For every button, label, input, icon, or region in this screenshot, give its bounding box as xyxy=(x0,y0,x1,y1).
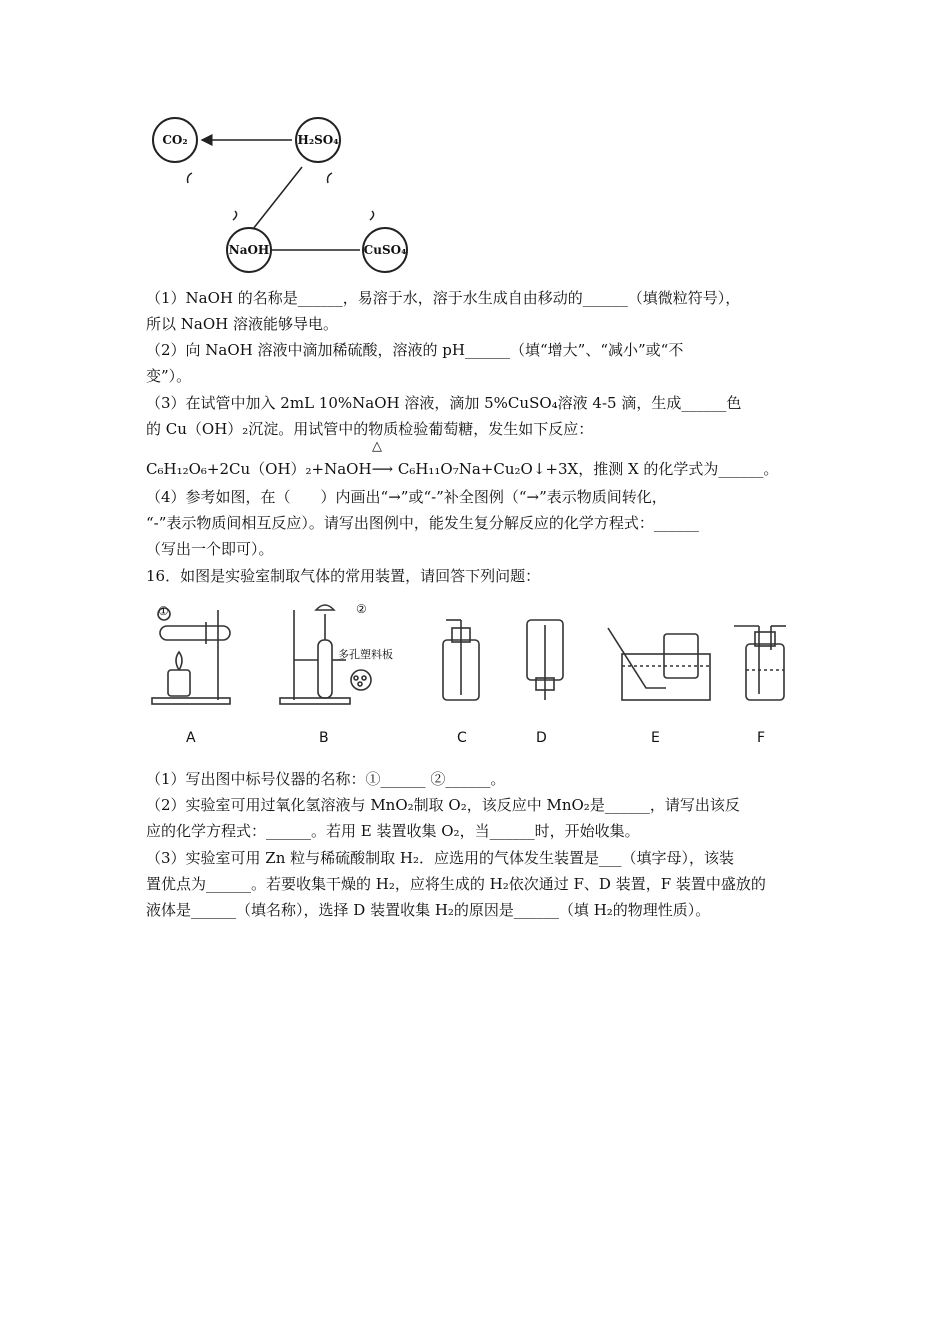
label-b: B xyxy=(319,730,329,746)
bracket-mark xyxy=(188,173,193,183)
q16-p3-line3: 液体是______（填名称），选择 D 装置收集 H₂的原因是______（填 H₂的物理性质）。 xyxy=(146,901,711,919)
q15-p1-line2: 所以 NaOH 溶液能够导电。 xyxy=(146,315,338,333)
q15-reaction-condition: △ xyxy=(372,439,382,454)
q16-p3-line1: （3）实验室可用 Zn 粒与稀硫酸制取 H₂．应选用的气体发生装置是___（填字母），该装 xyxy=(146,849,735,867)
q15-p4-line1: （4）参考如图，在（ ）内画出“→”或“-”补全图例（“→”表示物质间转化， xyxy=(146,488,667,506)
q15-p2-line2: 变”）。 xyxy=(146,367,192,385)
q15-p1-line1: （1）NaOH 的名称是______，易溶于水，溶于水生成自由移动的______（填微粒符号）， xyxy=(146,289,741,307)
label-c: C xyxy=(457,730,467,746)
marker-1: ① xyxy=(158,604,169,618)
label-f: F xyxy=(757,730,766,746)
label-e: E xyxy=(651,730,660,746)
q16-p2-line1: （2）实验室可用过氧化氢溶液与 MnO₂制取 O₂，该反应中 MnO₂是______，请写出该反 xyxy=(146,796,740,814)
line-h2so4-naoh xyxy=(253,167,302,229)
label-a: A xyxy=(186,730,196,746)
node-naoh: NaOH xyxy=(226,227,272,273)
bracket-mark xyxy=(328,173,333,183)
q15-p2-line1: （2）向 NaOH 溶液中滴加稀硫酸，溶液的 pH______（填“增大”、“减小”或“不 xyxy=(146,341,684,359)
apparatus-a xyxy=(152,608,230,704)
bracket-mark xyxy=(233,211,237,220)
apparatus-c xyxy=(443,620,479,700)
apparatus-drawings xyxy=(146,600,786,725)
q15-p3-equation: C₆H₁₂O₆+2Cu（OH）₂+NaOH⟶ C₆H₁₁O₇Na+Cu₂O↓+3X，推测 X 的化学式为______。 xyxy=(146,460,779,478)
q16-p3-line2: 置优点为______。若要收集干燥的 H₂，应将生成的 H₂依次通过 F、D 装置，F 装置中盛放的 xyxy=(146,875,766,893)
lab-apparatus-figure xyxy=(146,600,786,755)
bracket-mark xyxy=(370,211,374,220)
substance-relation-diagram xyxy=(140,105,440,285)
q16-p1: （1）写出图中标号仪器的名称：①______ ②______。 xyxy=(146,770,506,788)
q15-p4-line2: “-”表示物质间相互反应）。请写出图例中，能发生复分解反应的化学方程式：______ xyxy=(146,514,699,532)
node-co2: CO₂ xyxy=(152,117,198,163)
q16-stem: 16．如图是实验室制取气体的常用装置，请回答下列问题： xyxy=(146,567,541,585)
q15-p4-line3: （写出一个即可）。 xyxy=(146,540,274,558)
label-d: D xyxy=(536,730,547,746)
q16-p2-line2: 应的化学方程式：______。若用 E 装置收集 O₂，当______时，开始收集。 xyxy=(146,822,640,840)
q15-p3-line1: （3）在试管中加入 2mL 10%NaOH 溶液，滴加 5%CuSO₄溶液 4-5 滴，生成______色 xyxy=(146,394,742,412)
apparatus-d xyxy=(527,620,563,700)
apparatus-f xyxy=(734,626,786,700)
marker-2: ② xyxy=(356,602,367,616)
node-h2so4: H₂SO₄ xyxy=(295,117,341,163)
q15-p3-line2: 的 Cu（OH）₂沉淀。用试管中的物质检验葡萄糖，发生如下反应： xyxy=(146,420,594,438)
porous-plate-label: 多孔塑料板 xyxy=(338,648,393,661)
node-cuso4: CuSO₄ xyxy=(362,227,408,273)
apparatus-e xyxy=(608,628,710,700)
